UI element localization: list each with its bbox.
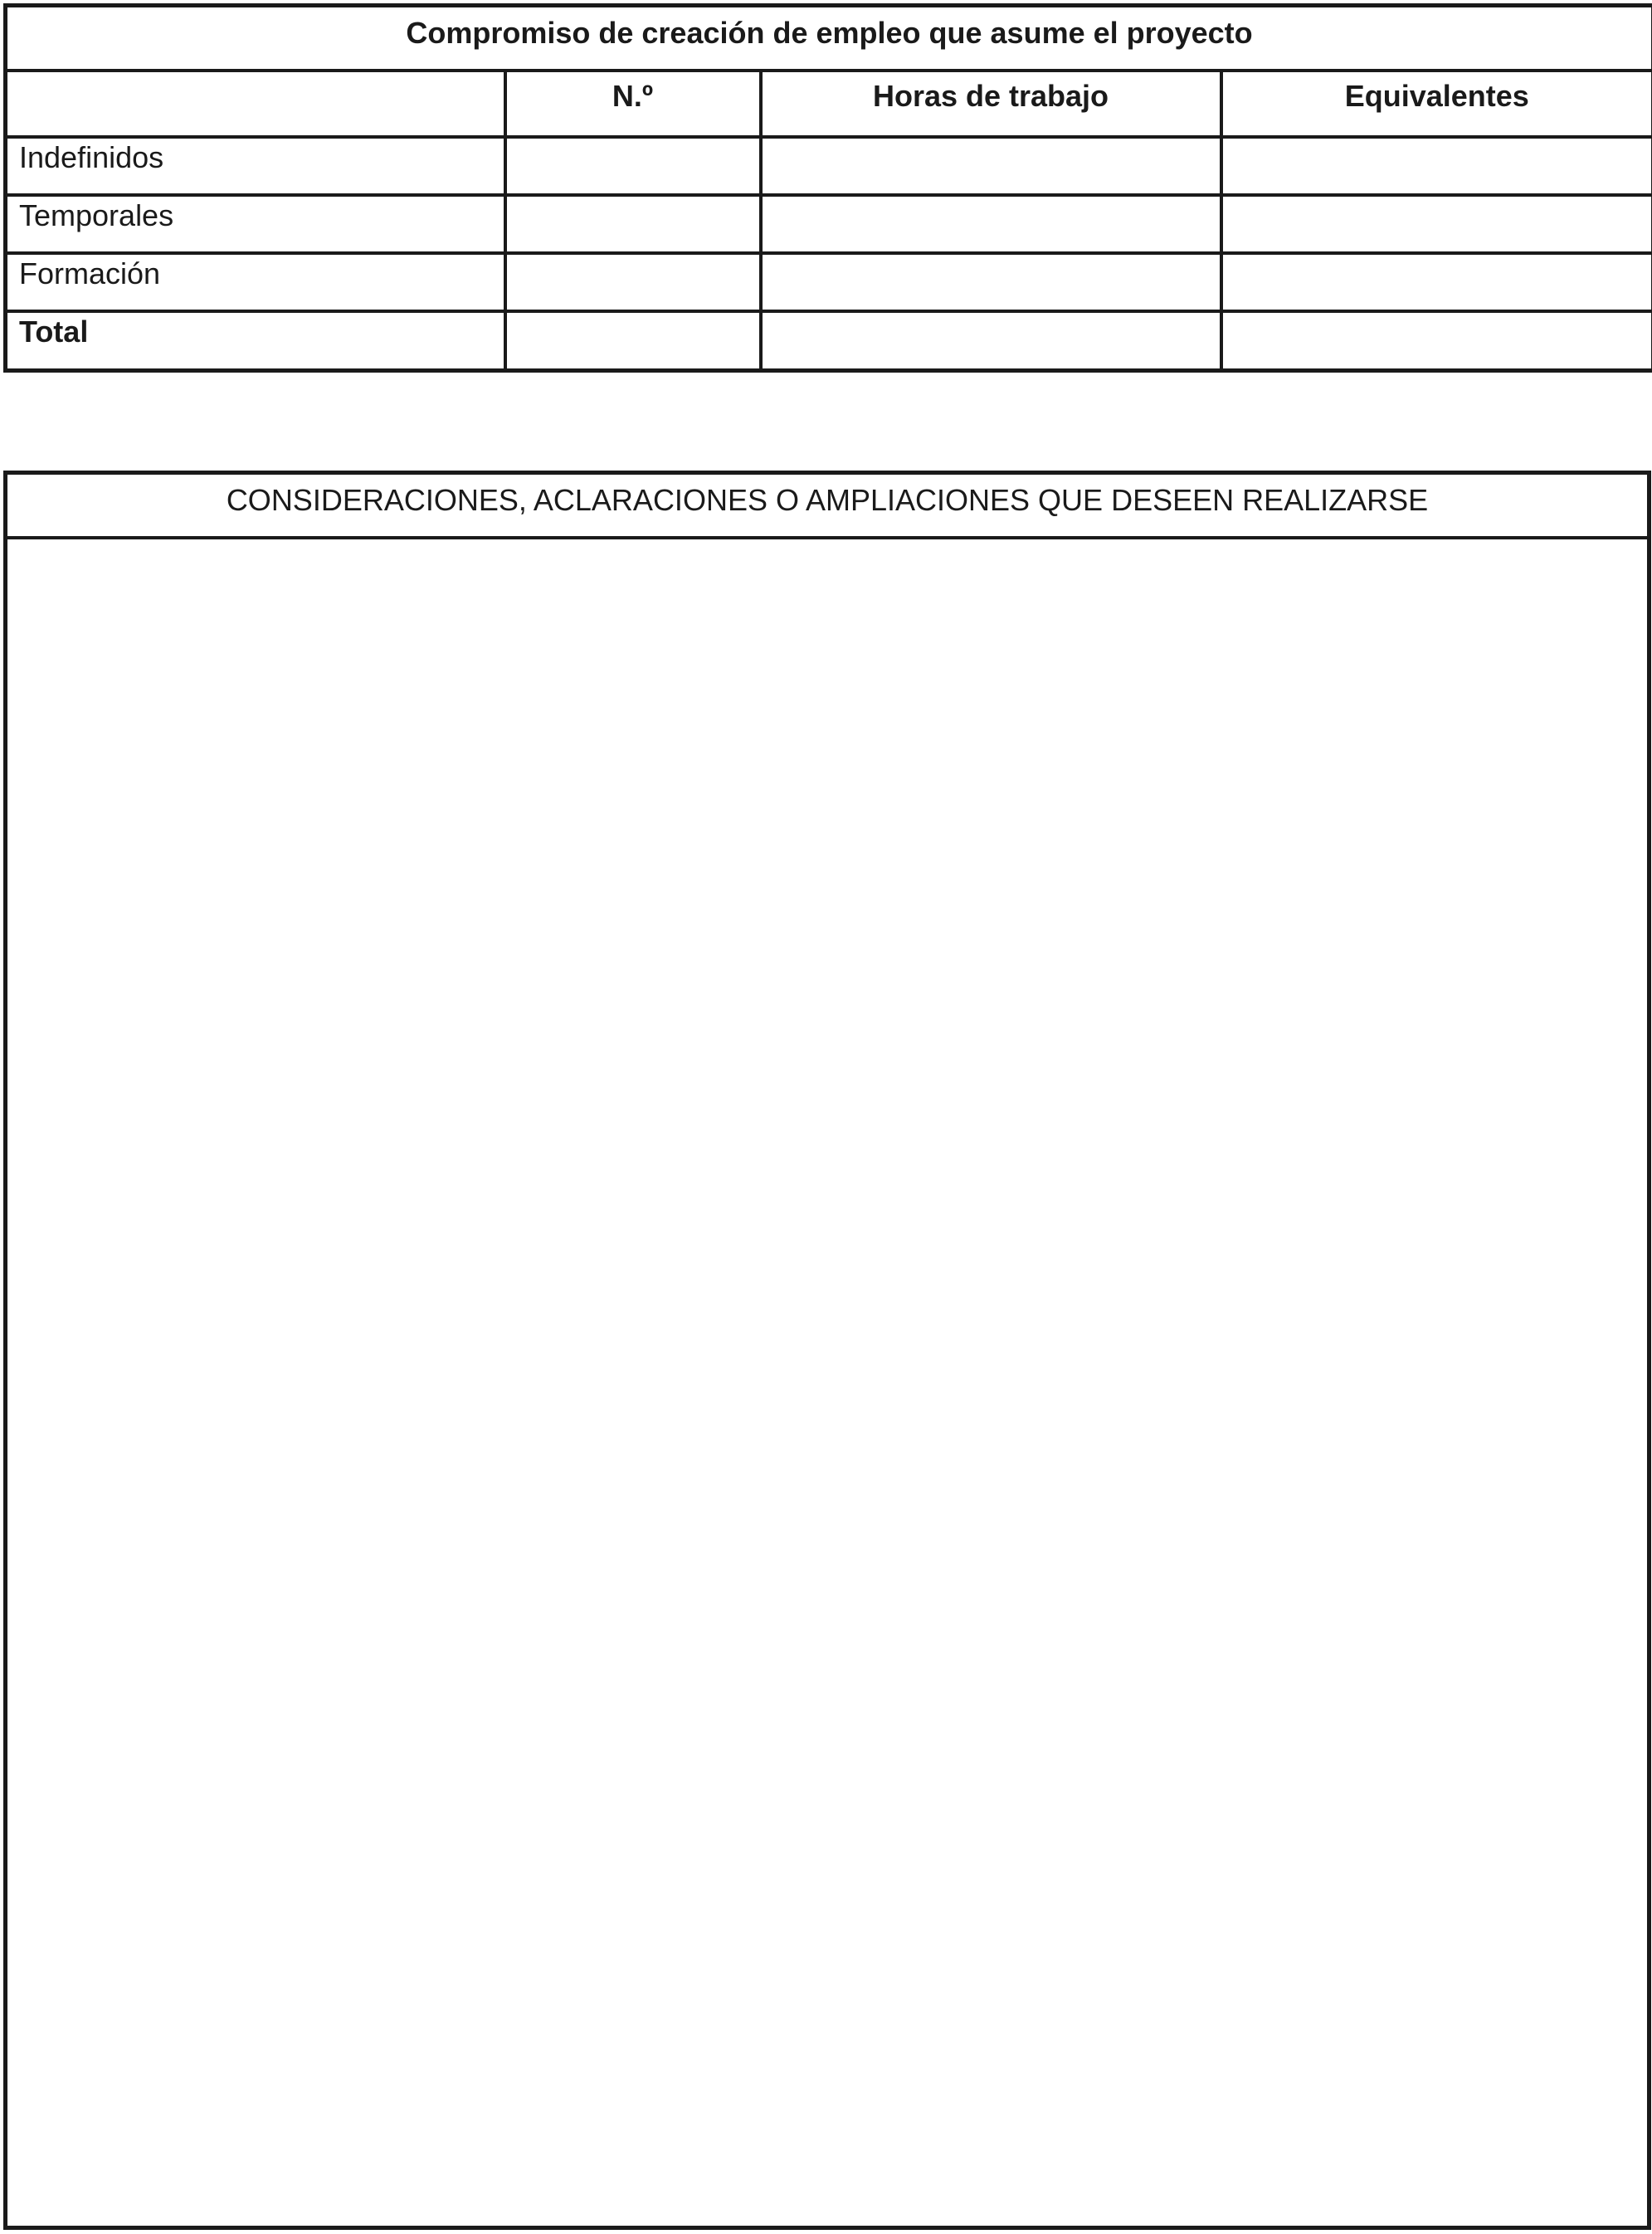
column-header-empty [6, 71, 505, 137]
table-row-formacion [6, 253, 1652, 311]
cell-temporales-equivalents[interactable] [1221, 195, 1652, 253]
table-title-row [6, 6, 1652, 71]
table-row-total [6, 311, 1652, 371]
table-title: Compromiso de creación de empleo que asume el proyecto [6, 6, 1652, 71]
cell-total-equivalents[interactable] [1221, 311, 1652, 371]
cell-indefinidos-number[interactable] [505, 137, 761, 195]
row-label-total: Total [6, 311, 505, 371]
cell-indefinidos-hours[interactable] [761, 137, 1221, 195]
employment-commitment-table [3, 3, 1652, 373]
table-row-temporales [6, 195, 1652, 253]
cell-temporales-number[interactable] [505, 195, 761, 253]
cell-total-number[interactable] [505, 311, 761, 371]
remarks-text-area[interactable] [7, 539, 1647, 2226]
row-label-formacion: Formación [6, 253, 505, 311]
cell-formacion-hours[interactable] [761, 253, 1221, 311]
cell-total-hours[interactable] [761, 311, 1221, 371]
column-header-number: N.º [505, 71, 761, 137]
remarks-section [3, 471, 1651, 2230]
cell-formacion-equivalents[interactable] [1221, 253, 1652, 311]
column-header-hours: Horas de trabajo [761, 71, 1221, 137]
table-header-row [6, 71, 1652, 137]
row-label-indefinidos: Indefinidos [6, 137, 505, 195]
cell-indefinidos-equivalents[interactable] [1221, 137, 1652, 195]
table-row-indefinidos [6, 137, 1652, 195]
cell-temporales-hours[interactable] [761, 195, 1221, 253]
column-header-equivalents: Equivalentes [1221, 71, 1652, 137]
row-label-temporales: Temporales [6, 195, 505, 253]
remarks-title: CONSIDERACIONES, ACLARACIONES O AMPLIACIONES QUE DESEEN REALIZARSE [7, 475, 1647, 539]
cell-formacion-number[interactable] [505, 253, 761, 311]
